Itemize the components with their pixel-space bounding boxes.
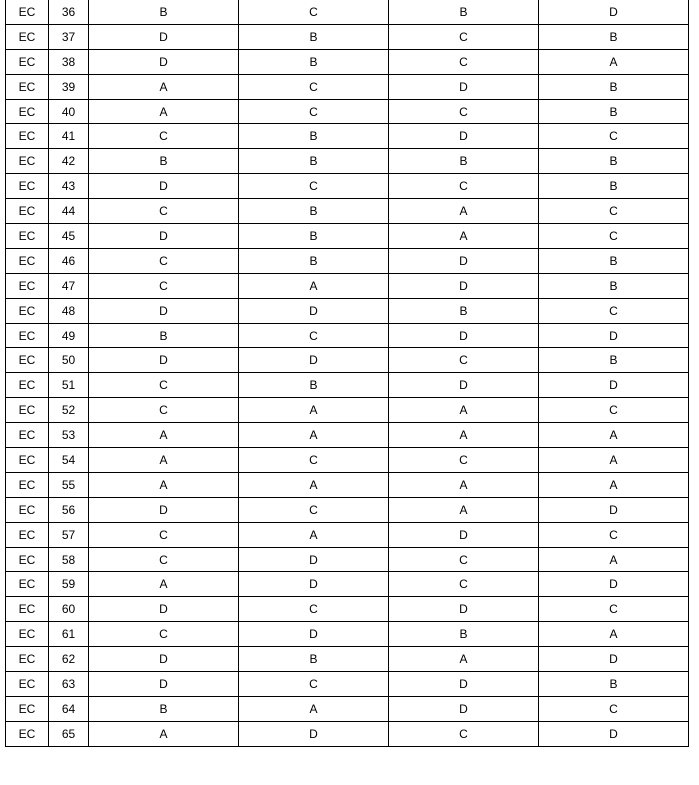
answer-cell-set-3: A bbox=[389, 224, 539, 249]
answer-cell-set-4: A bbox=[539, 622, 689, 647]
answer-cell-set-4: C bbox=[539, 696, 689, 721]
answer-cell-set-4: B bbox=[539, 348, 689, 373]
answer-cell-set-4: C bbox=[539, 199, 689, 224]
answer-cell-set-1: D bbox=[89, 174, 239, 199]
answer-cell-set-4: B bbox=[539, 149, 689, 174]
subject-cell: EC bbox=[6, 448, 49, 473]
question-number-cell: 47 bbox=[49, 273, 89, 298]
table-row bbox=[6, 398, 689, 423]
answer-cell-set-1: A bbox=[89, 572, 239, 597]
table-row bbox=[6, 373, 689, 398]
question-number-cell: 57 bbox=[49, 522, 89, 547]
question-number-cell: 44 bbox=[49, 199, 89, 224]
answer-cell-set-1: C bbox=[89, 248, 239, 273]
table-row bbox=[6, 696, 689, 721]
answer-cell-set-2: C bbox=[239, 597, 389, 622]
answer-cell-set-3: D bbox=[389, 323, 539, 348]
answer-cell-set-2: B bbox=[239, 224, 389, 249]
question-number-cell: 56 bbox=[49, 497, 89, 522]
answer-cell-set-3: C bbox=[389, 174, 539, 199]
answer-cell-set-1: A bbox=[89, 99, 239, 124]
answer-cell-set-1: D bbox=[89, 298, 239, 323]
answer-cell-set-4: D bbox=[539, 323, 689, 348]
question-number-cell: 43 bbox=[49, 174, 89, 199]
answer-cell-set-1: C bbox=[89, 522, 239, 547]
answer-cell-set-4: A bbox=[539, 49, 689, 74]
answer-cell-set-3: C bbox=[389, 448, 539, 473]
answer-cell-set-2: D bbox=[239, 348, 389, 373]
table-row bbox=[6, 647, 689, 672]
answer-cell-set-3: C bbox=[389, 547, 539, 572]
table-row bbox=[6, 248, 689, 273]
table-row bbox=[6, 224, 689, 249]
answer-cell-set-4: C bbox=[539, 124, 689, 149]
question-number-cell: 58 bbox=[49, 547, 89, 572]
question-number-cell: 59 bbox=[49, 572, 89, 597]
answer-cell-set-1: D bbox=[89, 597, 239, 622]
answer-cell-set-3: D bbox=[389, 597, 539, 622]
answer-cell-set-3: C bbox=[389, 348, 539, 373]
answer-cell-set-3: A bbox=[389, 199, 539, 224]
subject-cell: EC bbox=[6, 497, 49, 522]
table-row bbox=[6, 323, 689, 348]
answer-cell-set-3: A bbox=[389, 398, 539, 423]
answer-cell-set-1: D bbox=[89, 348, 239, 373]
table-row bbox=[6, 99, 689, 124]
answer-cell-set-2: A bbox=[239, 398, 389, 423]
table-row bbox=[6, 124, 689, 149]
question-number-cell: 45 bbox=[49, 224, 89, 249]
subject-cell: EC bbox=[6, 174, 49, 199]
subject-cell: EC bbox=[6, 199, 49, 224]
answer-cell-set-2: D bbox=[239, 547, 389, 572]
answer-cell-set-3: B bbox=[389, 149, 539, 174]
answer-cell-set-1: C bbox=[89, 398, 239, 423]
answer-cell-set-4: D bbox=[539, 572, 689, 597]
subject-cell: EC bbox=[6, 298, 49, 323]
answer-cell-set-4: B bbox=[539, 174, 689, 199]
subject-cell: EC bbox=[6, 647, 49, 672]
question-number-cell: 40 bbox=[49, 99, 89, 124]
table-row bbox=[6, 149, 689, 174]
table-row bbox=[6, 522, 689, 547]
table-row bbox=[6, 497, 689, 522]
answer-cell-set-1: C bbox=[89, 373, 239, 398]
answer-key-body bbox=[6, 0, 689, 746]
answer-cell-set-3: D bbox=[389, 124, 539, 149]
subject-cell: EC bbox=[6, 323, 49, 348]
answer-cell-set-4: D bbox=[539, 373, 689, 398]
answer-cell-set-4: A bbox=[539, 547, 689, 572]
answer-cell-set-2: C bbox=[239, 323, 389, 348]
answer-cell-set-2: C bbox=[239, 672, 389, 697]
answer-cell-set-2: C bbox=[239, 74, 389, 99]
subject-cell: EC bbox=[6, 124, 49, 149]
answer-cell-set-1: B bbox=[89, 0, 239, 24]
answer-cell-set-2: C bbox=[239, 174, 389, 199]
table-row bbox=[6, 24, 689, 49]
question-number-cell: 36 bbox=[49, 0, 89, 24]
question-number-cell: 42 bbox=[49, 149, 89, 174]
answer-cell-set-4: B bbox=[539, 99, 689, 124]
answer-cell-set-1: A bbox=[89, 423, 239, 448]
answer-cell-set-3: A bbox=[389, 647, 539, 672]
answer-key-table bbox=[5, 0, 689, 747]
answer-cell-set-1: D bbox=[89, 224, 239, 249]
answer-cell-set-1: C bbox=[89, 124, 239, 149]
answer-cell-set-4: B bbox=[539, 24, 689, 49]
subject-cell: EC bbox=[6, 348, 49, 373]
answer-cell-set-3: D bbox=[389, 248, 539, 273]
subject-cell: EC bbox=[6, 224, 49, 249]
answer-cell-set-3: C bbox=[389, 24, 539, 49]
question-number-cell: 38 bbox=[49, 49, 89, 74]
subject-cell: EC bbox=[6, 49, 49, 74]
answer-cell-set-1: C bbox=[89, 622, 239, 647]
question-number-cell: 60 bbox=[49, 597, 89, 622]
answer-cell-set-4: B bbox=[539, 672, 689, 697]
answer-cell-set-1: B bbox=[89, 696, 239, 721]
answer-cell-set-1: D bbox=[89, 24, 239, 49]
table-row bbox=[6, 423, 689, 448]
subject-cell: EC bbox=[6, 398, 49, 423]
answer-cell-set-1: A bbox=[89, 472, 239, 497]
question-number-cell: 51 bbox=[49, 373, 89, 398]
question-number-cell: 50 bbox=[49, 348, 89, 373]
table-row bbox=[6, 448, 689, 473]
table-row bbox=[6, 174, 689, 199]
answer-cell-set-3: D bbox=[389, 522, 539, 547]
subject-cell: EC bbox=[6, 24, 49, 49]
answer-cell-set-2: A bbox=[239, 423, 389, 448]
question-number-cell: 39 bbox=[49, 74, 89, 99]
answer-cell-set-3: B bbox=[389, 0, 539, 24]
answer-cell-set-3: D bbox=[389, 273, 539, 298]
answer-cell-set-2: C bbox=[239, 0, 389, 24]
question-number-cell: 48 bbox=[49, 298, 89, 323]
answer-cell-set-4: B bbox=[539, 273, 689, 298]
subject-cell: EC bbox=[6, 74, 49, 99]
answer-cell-set-3: D bbox=[389, 672, 539, 697]
answer-cell-set-4: B bbox=[539, 248, 689, 273]
subject-cell: EC bbox=[6, 423, 49, 448]
question-number-cell: 41 bbox=[49, 124, 89, 149]
subject-cell: EC bbox=[6, 373, 49, 398]
table-row bbox=[6, 721, 689, 746]
answer-cell-set-2: C bbox=[239, 497, 389, 522]
answer-cell-set-3: A bbox=[389, 423, 539, 448]
answer-cell-set-1: D bbox=[89, 647, 239, 672]
table-row bbox=[6, 348, 689, 373]
answer-cell-set-2: D bbox=[239, 622, 389, 647]
table-row bbox=[6, 597, 689, 622]
answer-cell-set-3: A bbox=[389, 497, 539, 522]
question-number-cell: 55 bbox=[49, 472, 89, 497]
answer-cell-set-4: D bbox=[539, 647, 689, 672]
answer-cell-set-4: C bbox=[539, 522, 689, 547]
answer-cell-set-2: A bbox=[239, 273, 389, 298]
subject-cell: EC bbox=[6, 472, 49, 497]
answer-cell-set-4: C bbox=[539, 224, 689, 249]
subject-cell: EC bbox=[6, 0, 49, 24]
answer-cell-set-1: C bbox=[89, 547, 239, 572]
answer-cell-set-3: D bbox=[389, 373, 539, 398]
subject-cell: EC bbox=[6, 672, 49, 697]
question-number-cell: 61 bbox=[49, 622, 89, 647]
question-number-cell: 53 bbox=[49, 423, 89, 448]
answer-cell-set-1: C bbox=[89, 273, 239, 298]
subject-cell: EC bbox=[6, 273, 49, 298]
answer-cell-set-2: A bbox=[239, 696, 389, 721]
answer-cell-set-2: B bbox=[239, 647, 389, 672]
answer-cell-set-2: B bbox=[239, 373, 389, 398]
subject-cell: EC bbox=[6, 721, 49, 746]
subject-cell: EC bbox=[6, 149, 49, 174]
answer-cell-set-2: A bbox=[239, 522, 389, 547]
answer-cell-set-4: A bbox=[539, 472, 689, 497]
subject-cell: EC bbox=[6, 622, 49, 647]
answer-cell-set-4: D bbox=[539, 497, 689, 522]
question-number-cell: 52 bbox=[49, 398, 89, 423]
answer-cell-set-2: D bbox=[239, 721, 389, 746]
answer-cell-set-2: C bbox=[239, 99, 389, 124]
answer-cell-set-2: B bbox=[239, 248, 389, 273]
table-row bbox=[6, 74, 689, 99]
answer-cell-set-2: A bbox=[239, 472, 389, 497]
answer-cell-set-2: B bbox=[239, 49, 389, 74]
answer-cell-set-1: B bbox=[89, 323, 239, 348]
table-row bbox=[6, 298, 689, 323]
table-row bbox=[6, 572, 689, 597]
answer-cell-set-2: B bbox=[239, 199, 389, 224]
answer-cell-set-4: A bbox=[539, 423, 689, 448]
table-row bbox=[6, 472, 689, 497]
answer-cell-set-3: B bbox=[389, 622, 539, 647]
answer-cell-set-3: C bbox=[389, 49, 539, 74]
question-number-cell: 46 bbox=[49, 248, 89, 273]
table-row bbox=[6, 49, 689, 74]
answer-cell-set-2: C bbox=[239, 448, 389, 473]
question-number-cell: 37 bbox=[49, 24, 89, 49]
answer-cell-set-3: C bbox=[389, 572, 539, 597]
subject-cell: EC bbox=[6, 522, 49, 547]
answer-cell-set-4: C bbox=[539, 597, 689, 622]
answer-cell-set-3: D bbox=[389, 696, 539, 721]
question-number-cell: 62 bbox=[49, 647, 89, 672]
subject-cell: EC bbox=[6, 572, 49, 597]
subject-cell: EC bbox=[6, 248, 49, 273]
answer-cell-set-3: C bbox=[389, 99, 539, 124]
answer-cell-set-2: B bbox=[239, 149, 389, 174]
question-number-cell: 65 bbox=[49, 721, 89, 746]
table-row bbox=[6, 622, 689, 647]
answer-cell-set-1: A bbox=[89, 74, 239, 99]
answer-cell-set-3: D bbox=[389, 74, 539, 99]
question-number-cell: 63 bbox=[49, 672, 89, 697]
answer-cell-set-1: D bbox=[89, 49, 239, 74]
question-number-cell: 49 bbox=[49, 323, 89, 348]
table-row bbox=[6, 273, 689, 298]
answer-cell-set-3: A bbox=[389, 472, 539, 497]
answer-cell-set-3: C bbox=[389, 721, 539, 746]
table-row bbox=[6, 547, 689, 572]
answer-cell-set-2: B bbox=[239, 24, 389, 49]
answer-cell-set-2: D bbox=[239, 572, 389, 597]
answer-cell-set-3: B bbox=[389, 298, 539, 323]
table-row bbox=[6, 199, 689, 224]
answer-cell-set-1: D bbox=[89, 497, 239, 522]
answer-cell-set-1: D bbox=[89, 672, 239, 697]
subject-cell: EC bbox=[6, 99, 49, 124]
answer-cell-set-4: D bbox=[539, 721, 689, 746]
subject-cell: EC bbox=[6, 696, 49, 721]
answer-cell-set-4: D bbox=[539, 0, 689, 24]
answer-cell-set-1: B bbox=[89, 149, 239, 174]
table-row bbox=[6, 0, 689, 24]
question-number-cell: 54 bbox=[49, 448, 89, 473]
answer-cell-set-4: C bbox=[539, 298, 689, 323]
answer-cell-set-2: D bbox=[239, 298, 389, 323]
question-number-cell: 64 bbox=[49, 696, 89, 721]
subject-cell: EC bbox=[6, 597, 49, 622]
answer-cell-set-4: C bbox=[539, 398, 689, 423]
answer-cell-set-1: A bbox=[89, 448, 239, 473]
table-row bbox=[6, 672, 689, 697]
answer-cell-set-4: A bbox=[539, 448, 689, 473]
answer-cell-set-4: B bbox=[539, 74, 689, 99]
answer-cell-set-2: B bbox=[239, 124, 389, 149]
answer-cell-set-1: A bbox=[89, 721, 239, 746]
subject-cell: EC bbox=[6, 547, 49, 572]
answer-cell-set-1: C bbox=[89, 199, 239, 224]
